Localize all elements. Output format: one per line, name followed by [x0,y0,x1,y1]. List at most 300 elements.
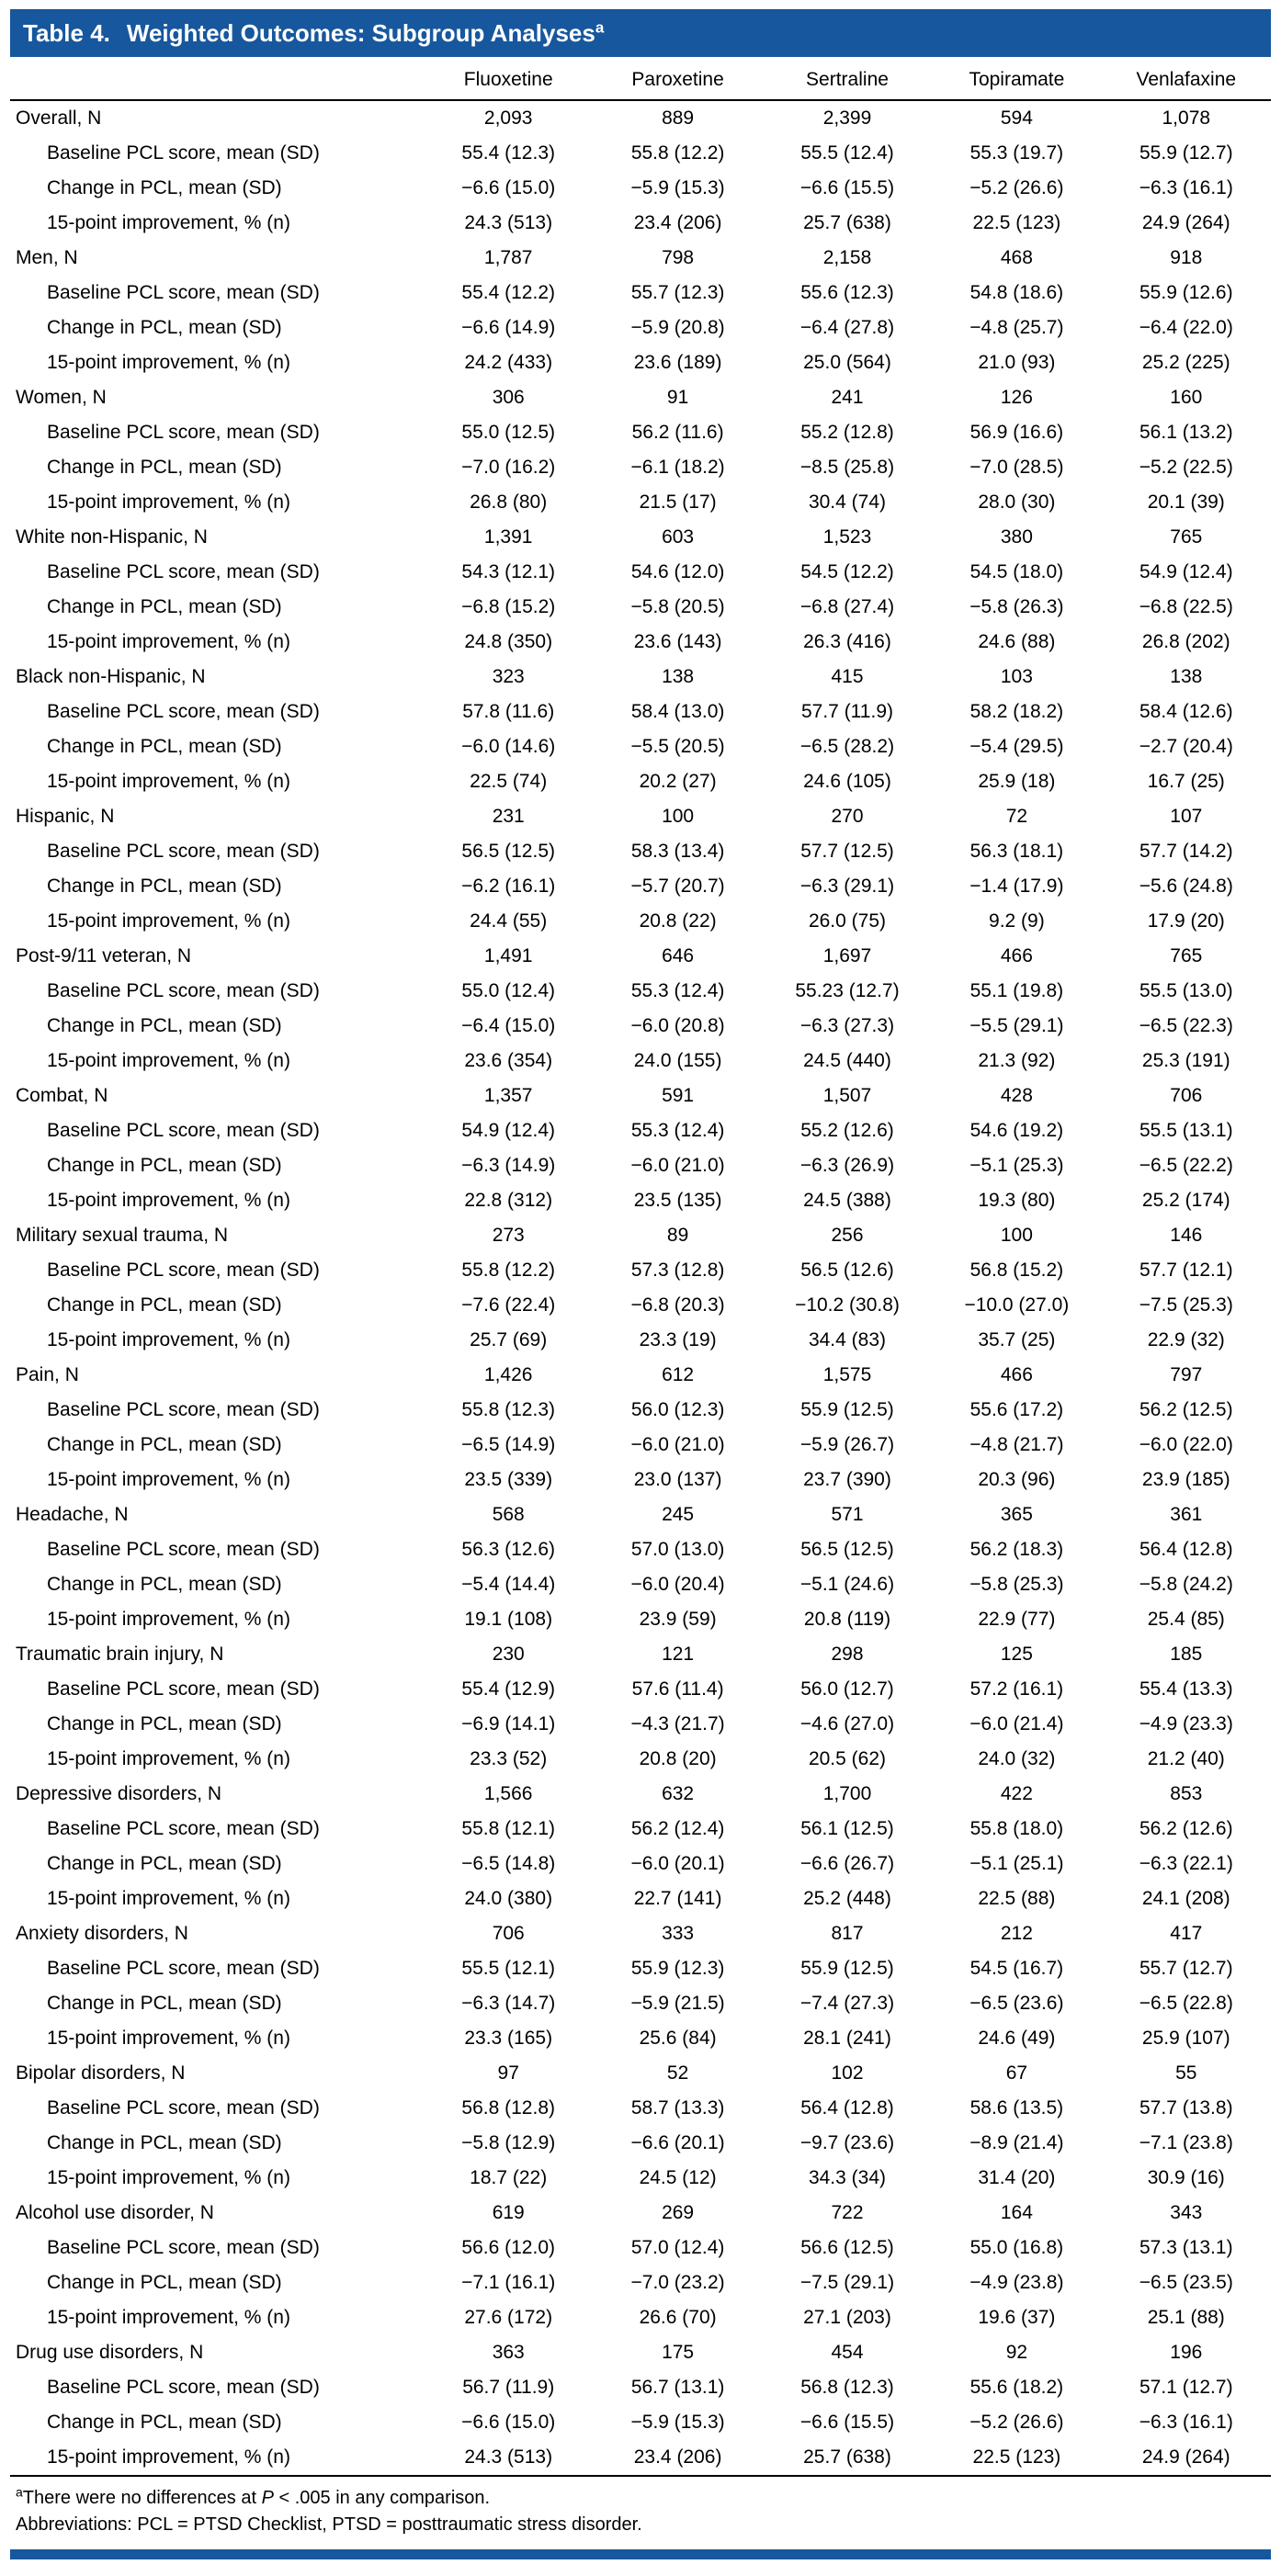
value-cell: 20.8 (22) [639,910,717,932]
value-cell: 273 [492,1225,525,1246]
measure-label: Change in PCL, mean (SD) [47,2412,282,2433]
table-row [10,729,1271,764]
value-cell: −6.3 (16.1) [1139,2412,1233,2433]
value-cell: −6.0 (21.0) [630,1434,725,1455]
value-cell: −4.9 (23.3) [1139,1713,1233,1734]
table-row [10,1567,1271,1602]
value-cell: 23.6 (143) [633,631,722,652]
value-cell: 55.8 (18.0) [969,1818,1064,1839]
value-cell: 57.1 (12.7) [1139,2377,1233,2398]
value-cell: 24.1 (208) [1141,1888,1230,1909]
table-row [10,1009,1271,1044]
table-row [10,2056,1271,2091]
measure-label: 15-point improvement, % (n) [47,2167,290,2188]
measure-label: 15-point improvement, % (n) [47,1888,290,1909]
value-cell: 55.4 (12.2) [461,282,555,303]
value-cell: 26.8 (202) [1141,631,1230,652]
table-row [10,380,1271,415]
value-cell: 55.3 (12.4) [630,1120,725,1141]
value-cell: 56.5 (12.6) [800,1260,894,1281]
title-footnote-marker: a [595,18,605,37]
measure-label: Baseline PCL score, mean (SD) [47,1678,320,1700]
value-cell: −7.0 (23.2) [630,2272,725,2293]
measure-label: Change in PCL, mean (SD) [47,317,282,338]
table-row [10,1602,1271,1637]
column-header-paroxetine: Paroxetine [631,69,724,90]
table-row [10,1323,1271,1358]
value-cell: −6.5 (22.8) [1139,1993,1233,2014]
value-cell: 57.6 (11.4) [631,1678,724,1700]
value-cell: −6.0 (20.8) [630,1015,725,1036]
measure-label: Baseline PCL score, mean (SD) [47,1399,320,1420]
value-cell: 2,158 [822,247,872,268]
value-cell: 23.9 (59) [639,1609,717,1630]
subgroup-analyses-table [10,57,1271,2475]
value-cell: 24.5 (12) [639,2167,717,2188]
value-cell: 56.2 (12.4) [630,1818,725,1839]
value-cell: 56.1 (13.2) [1139,422,1233,443]
value-cell: 18.7 (22) [470,2167,548,2188]
value-cell: 24.9 (264) [1141,212,1230,233]
value-cell: −9.7 (23.6) [799,2132,895,2153]
measure-label: 15-point improvement, % (n) [47,1748,290,1769]
value-cell: 55.6 (17.2) [969,1399,1064,1420]
measure-label: Change in PCL, mean (SD) [47,596,282,617]
value-cell: 612 [662,1364,695,1385]
value-cell: 25.7 (638) [803,212,891,233]
subgroup-label: Drug use disorders, N [16,2342,204,2363]
value-cell: 428 [1000,1085,1033,1106]
measure-label: 15-point improvement, % (n) [47,1469,290,1490]
value-cell: 100 [1000,1225,1033,1246]
value-cell: −4.8 (21.7) [969,1434,1064,1455]
value-cell: −6.4 (22.0) [1139,317,1233,338]
value-cell: 56.2 (12.5) [1139,1399,1233,1420]
footnote-a-p-symbol: P [261,2488,274,2508]
value-cell: −8.5 (25.8) [799,457,895,478]
value-cell: −5.2 (26.6) [969,177,1064,198]
value-cell: 619 [492,2202,525,2223]
value-cell: 1,787 [483,247,533,268]
table-row [10,799,1271,834]
value-cell: 1,523 [822,526,872,548]
value-cell: 56.4 (12.8) [800,2097,894,2118]
value-cell: 57.8 (11.6) [462,701,555,722]
value-cell: 57.3 (13.1) [1139,2237,1233,2258]
measure-label: Baseline PCL score, mean (SD) [47,142,320,164]
measure-label: Change in PCL, mean (SD) [47,2272,282,2293]
value-cell: 56.8 (12.8) [461,2097,555,2118]
value-cell: −5.9 (21.5) [630,1993,725,2014]
value-cell: −6.3 (27.3) [799,1015,895,1036]
value-cell: 415 [831,666,864,687]
value-cell: 23.5 (135) [633,1190,722,1211]
value-cell: 454 [831,2342,864,2363]
value-cell: 55.7 (12.3) [630,282,725,303]
measure-label: Baseline PCL score, mean (SD) [47,2237,320,2258]
value-cell: 245 [662,1504,695,1525]
value-cell: −5.8 (12.9) [461,2132,556,2153]
value-cell: 798 [662,247,695,268]
value-cell: 57.7 (12.5) [800,841,894,862]
table-row [10,1497,1271,1532]
paper-table-page [10,0,1271,2569]
table-row [10,1253,1271,1288]
table-row [10,2335,1271,2370]
table-row [10,1044,1271,1079]
value-cell: −5.8 (26.3) [969,596,1064,617]
value-cell: 22.7 (141) [633,1888,722,1909]
value-cell: −7.5 (25.3) [1139,1294,1233,1316]
value-cell: 24.3 (513) [464,2446,553,2468]
value-cell: 35.7 (25) [978,1329,1056,1350]
value-cell: −2.7 (20.4) [1139,736,1233,757]
value-cell: 24.2 (433) [464,352,553,373]
value-cell: 58.7 (13.3) [630,2097,725,2118]
value-cell: −6.0 (21.4) [969,1713,1064,1734]
value-cell: 20.1 (39) [1147,491,1225,513]
value-cell: −5.2 (22.5) [1139,457,1233,478]
value-cell: 1,078 [1162,107,1211,129]
value-cell: 25.2 (174) [1141,1190,1230,1211]
value-cell: 22.5 (74) [470,771,548,792]
measure-label: Change in PCL, mean (SD) [47,2132,282,2153]
value-cell: −6.8 (15.2) [461,596,556,617]
table-row [10,1218,1271,1253]
value-cell: 58.4 (13.0) [630,701,725,722]
value-cell: 25.9 (18) [978,771,1056,792]
subgroup-label: Alcohol use disorder, N [16,2202,214,2223]
value-cell: 34.3 (34) [808,2167,887,2188]
subgroup-label: White non-Hispanic, N [16,526,208,548]
value-cell: −6.5 (14.9) [461,1434,556,1455]
value-cell: 722 [831,2202,864,2223]
measure-label: Change in PCL, mean (SD) [47,1294,282,1316]
value-cell: 24.8 (350) [464,631,553,652]
value-cell: 19.1 (108) [464,1609,553,1630]
value-cell: 20.3 (96) [978,1469,1056,1490]
value-cell: 24.4 (55) [470,910,548,932]
table-row [10,415,1271,450]
table-row [10,1637,1271,1672]
value-cell: −5.5 (20.5) [630,736,725,757]
value-cell: 55.8 (12.3) [461,1399,555,1420]
measure-label: Change in PCL, mean (SD) [47,1713,282,1734]
value-cell: 55.8 (12.2) [461,1260,555,1281]
value-cell: 16.7 (25) [1147,771,1225,792]
value-cell: 55.5 (12.1) [461,1958,555,1979]
value-cell: −7.1 (23.8) [1139,2132,1233,2153]
value-cell: 571 [831,1504,864,1525]
value-cell: 23.3 (165) [464,2028,553,2049]
column-header-fluoxetine: Fluoxetine [463,69,553,90]
value-cell: 21.3 (92) [978,1050,1056,1071]
subgroup-label: Black non-Hispanic, N [16,666,206,687]
measure-label: Change in PCL, mean (SD) [47,1853,282,1874]
table-title [127,19,604,47]
value-cell: −5.1 (25.3) [969,1155,1064,1176]
value-cell: −8.9 (21.4) [969,2132,1064,2153]
table-row [10,1672,1271,1707]
table-row [10,764,1271,799]
table-row [10,2126,1271,2161]
value-cell: −6.0 (14.6) [461,736,556,757]
value-cell: −5.9 (15.3) [630,177,725,198]
value-cell: 17.9 (20) [1147,910,1225,932]
value-cell: −6.6 (15.5) [799,2412,895,2433]
value-cell: 27.1 (203) [803,2307,891,2328]
value-cell: 22.5 (123) [972,212,1061,233]
table-row [10,520,1271,555]
value-cell: −6.5 (28.2) [799,736,895,757]
measure-label: 15-point improvement, % (n) [47,771,290,792]
value-cell: 256 [831,1225,864,1246]
value-cell: 55.23 (12.7) [795,980,900,1001]
table-row [10,2196,1271,2231]
value-cell: 55.8 (12.1) [461,1818,555,1839]
value-cell: −5.4 (14.4) [461,1574,556,1595]
measure-label: 15-point improvement, % (n) [47,2028,290,2049]
value-cell: 2,093 [483,107,533,129]
value-cell: 568 [492,1504,525,1525]
value-cell: 241 [831,387,864,408]
value-cell: 765 [1170,526,1203,548]
value-cell: 25.1 (88) [1147,2307,1225,2328]
measure-label: Baseline PCL score, mean (SD) [47,561,320,582]
value-cell: −6.4 (27.8) [799,317,895,338]
value-cell: 24.6 (49) [978,2028,1056,2049]
table-row [10,660,1271,695]
measure-label: Change in PCL, mean (SD) [47,457,282,478]
subgroup-label: Anxiety disorders, N [16,1923,188,1944]
value-cell: 55.6 (18.2) [969,2377,1064,2398]
value-cell: 56.6 (12.5) [800,2237,894,2258]
value-cell: 817 [831,1923,864,1944]
value-cell: 55.1 (19.8) [969,980,1064,1001]
value-cell: 1,391 [483,526,533,548]
value-cell: 56.3 (18.1) [969,841,1064,862]
value-cell: 24.6 (88) [978,631,1056,652]
value-cell: 361 [1170,1504,1203,1525]
value-cell: 54.6 (12.0) [630,561,725,582]
value-cell: 56.7 (11.9) [462,2377,555,2398]
table-row [10,1079,1271,1113]
measure-label: 15-point improvement, % (n) [47,212,290,233]
value-cell: 55.4 (12.9) [461,1678,555,1700]
table-row [10,1707,1271,1742]
value-cell: 27.6 (172) [464,2307,553,2328]
value-cell: 594 [1000,107,1033,129]
value-cell: 55.9 (12.3) [630,1958,725,1979]
value-cell: 1,357 [483,1085,533,1106]
value-cell: 23.6 (189) [633,352,722,373]
measure-label: Baseline PCL score, mean (SD) [47,1958,320,1979]
table-row [10,276,1271,311]
value-cell: 107 [1170,806,1203,827]
value-cell: 56.1 (12.5) [800,1818,894,1839]
value-cell: 185 [1170,1644,1203,1665]
subgroup-label: Post-9/11 veteran, N [16,945,192,966]
value-cell: 56.8 (12.3) [800,2377,894,2398]
table-row [10,2440,1271,2475]
table-row [10,1916,1271,1951]
column-header-sertraline: Sertraline [806,69,889,90]
value-cell: −5.9 (20.8) [630,317,725,338]
table-row [10,2231,1271,2265]
measure-label: Change in PCL, mean (SD) [47,1434,282,1455]
value-cell: 212 [1000,1923,1033,1944]
table-row [10,1358,1271,1393]
table-body [10,100,1271,2475]
table-row [10,2370,1271,2405]
value-cell: 160 [1170,387,1203,408]
subgroup-label: Bipolar disorders, N [16,2062,186,2084]
value-cell: 25.0 (564) [803,352,891,373]
value-cell: 9.2 (9) [989,910,1045,932]
value-cell: 55.8 (12.2) [630,142,725,164]
subgroup-label: Depressive disorders, N [16,1783,222,1804]
measure-label: 15-point improvement, % (n) [47,2307,290,2328]
value-cell: −7.0 (16.2) [461,457,556,478]
table-row [10,171,1271,206]
table-row [10,869,1271,904]
value-cell: 56.6 (12.0) [461,2237,555,2258]
footnote-a-marker: a [16,2484,23,2500]
value-cell: 55.0 (16.8) [969,2237,1064,2258]
value-cell: 121 [662,1644,695,1665]
value-cell: 56.4 (12.8) [1139,1539,1233,1560]
measure-label: Baseline PCL score, mean (SD) [47,422,320,443]
measure-label: 15-point improvement, % (n) [47,352,290,373]
value-cell: 706 [492,1923,525,1944]
value-cell: 54.9 (12.4) [1139,561,1233,582]
value-cell: 57.0 (12.4) [630,2237,725,2258]
measure-label: Change in PCL, mean (SD) [47,1155,282,1176]
value-cell: −7.4 (27.3) [799,1993,895,2014]
value-cell: −5.6 (24.8) [1139,876,1233,897]
measure-label: 15-point improvement, % (n) [47,491,290,513]
value-cell: 24.3 (513) [464,212,553,233]
value-cell: −4.6 (27.0) [799,1713,895,1734]
value-cell: 54.6 (19.2) [969,1120,1064,1141]
value-cell: −6.6 (15.5) [799,177,895,198]
value-cell: 54.5 (18.0) [969,561,1064,582]
value-cell: 25.6 (84) [639,2028,717,2049]
value-cell: 26.8 (80) [470,491,548,513]
value-cell: 54.5 (12.2) [800,561,894,582]
value-cell: −6.3 (26.9) [799,1155,895,1176]
value-cell: 125 [1000,1644,1033,1665]
table-row [10,136,1271,171]
value-cell: −6.0 (21.0) [630,1155,725,1176]
value-cell: 26.0 (75) [808,910,887,932]
footnote-a [16,2485,1265,2512]
value-cell: 55.9 (12.7) [1139,142,1233,164]
value-cell: 24.0 (380) [464,1888,553,1909]
value-cell: 34.4 (83) [808,1329,887,1350]
value-cell: 58.6 (13.5) [969,2097,1064,2118]
value-cell: −6.6 (14.9) [461,317,556,338]
table-row [10,1288,1271,1323]
value-cell: −5.8 (25.3) [969,1574,1064,1595]
value-cell: −6.5 (22.2) [1139,1155,1233,1176]
value-cell: 56.2 (18.3) [969,1539,1064,1560]
value-cell: 646 [662,945,695,966]
value-cell: 765 [1170,945,1203,966]
value-cell: 25.3 (191) [1141,1050,1230,1071]
value-cell: 55.9 (12.6) [1139,282,1233,303]
value-cell: 58.3 (13.4) [630,841,725,862]
value-cell: 1,507 [822,1085,872,1106]
table-row [10,904,1271,939]
value-cell: 363 [492,2342,525,2363]
value-cell: 57.7 (14.2) [1139,841,1233,862]
value-cell: −10.0 (27.0) [964,1294,1070,1316]
value-cell: 24.5 (440) [803,1050,891,1071]
abbreviations-note: Abbreviations: PCL = PTSD Checklist, PTSD = posttraumatic stress disorder. [16,2514,642,2535]
measure-label: 15-point improvement, % (n) [47,1609,290,1630]
table-row [10,974,1271,1009]
value-cell: 55.3 (19.7) [969,142,1064,164]
table-footnotes [10,2475,1271,2544]
value-cell: −5.8 (20.5) [630,596,725,617]
value-cell: −5.1 (25.1) [969,1853,1064,1874]
table-row [10,1428,1271,1463]
value-cell: 19.3 (80) [978,1190,1056,1211]
row-label-header [10,57,424,100]
value-cell: 23.4 (206) [633,2446,722,2468]
measure-label: Baseline PCL score, mean (SD) [47,1120,320,1141]
value-cell: −6.3 (22.1) [1139,1853,1233,1874]
value-cell: 1,426 [483,1364,533,1385]
value-cell: −5.4 (29.5) [969,736,1064,757]
value-cell: −6.4 (15.0) [461,1015,556,1036]
value-cell: 56.3 (12.6) [461,1539,555,1560]
value-cell: 72 [1005,806,1028,827]
value-cell: 23.3 (19) [639,1329,717,1350]
table-row [10,2405,1271,2440]
value-cell: 55.9 (12.5) [800,1399,894,1420]
table-row [10,450,1271,485]
value-cell: 55.7 (12.7) [1139,1958,1233,1979]
value-cell: 57.7 (11.9) [800,701,893,722]
value-cell: −6.3 (16.1) [1139,177,1233,198]
value-cell: 56.0 (12.3) [630,1399,725,1420]
value-cell: 22.9 (77) [978,1609,1056,1630]
table-row [10,1847,1271,1881]
value-cell: 28.0 (30) [978,491,1056,513]
value-cell: −6.2 (16.1) [461,876,556,897]
measure-label: 15-point improvement, % (n) [47,1050,290,1071]
value-cell: −1.4 (17.9) [969,876,1064,897]
value-cell: 24.6 (105) [803,771,891,792]
table-row [10,485,1271,520]
value-cell: 56.8 (15.2) [969,1260,1064,1281]
subgroup-label: Headache, N [16,1504,129,1525]
value-cell: −5.9 (26.7) [799,1434,895,1455]
table-row [10,1532,1271,1567]
value-cell: −5.7 (20.7) [630,876,725,897]
value-cell: 55.2 (12.8) [800,422,894,443]
subgroup-label: Pain, N [16,1364,79,1385]
value-cell: 380 [1000,526,1033,548]
value-cell: −5.8 (24.2) [1139,1574,1233,1595]
value-cell: −6.3 (14.9) [461,1155,556,1176]
value-cell: −6.5 (23.6) [969,1993,1064,2014]
value-cell: 20.8 (20) [639,1748,717,1769]
table-row [10,1881,1271,1916]
table-title-text: Weighted Outcomes: Subgroup Analyses [126,19,595,47]
